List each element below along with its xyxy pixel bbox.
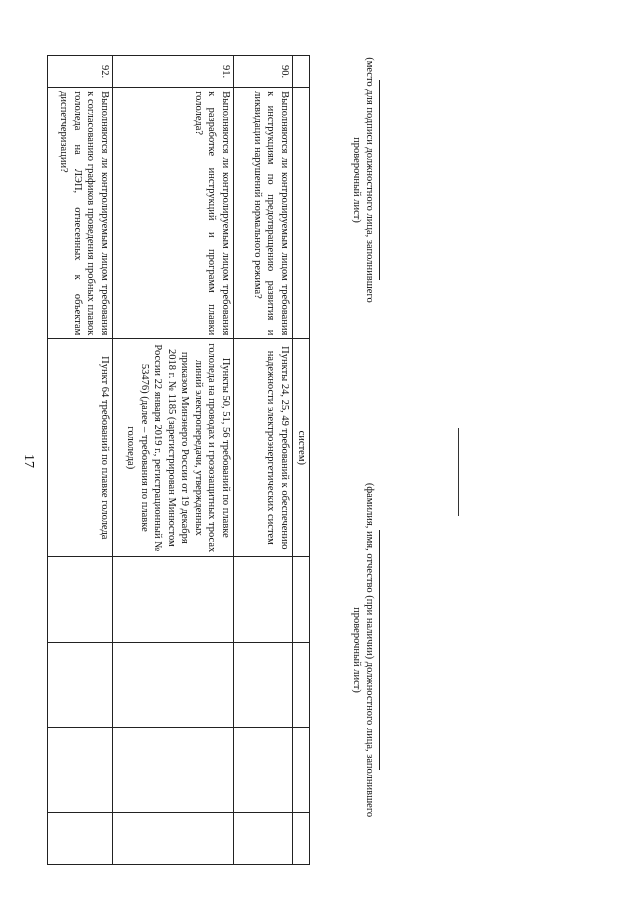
signature-line (379, 80, 380, 280)
answer-cell-na (48, 727, 113, 812)
answer-cell-yes (234, 557, 293, 642)
signature-line (379, 530, 380, 770)
checklist-table-region (50, 55, 310, 865)
answer-cell-yes (293, 557, 310, 642)
row-number: 90. (234, 56, 293, 88)
signature-caption-sign: (место для подписи должностного лица, заполнившего проверочный лист) (351, 57, 375, 303)
answer-cell-yes (48, 557, 113, 642)
answer-cell-yes (113, 557, 234, 642)
table-cell (293, 88, 310, 339)
comment-cell (48, 812, 113, 864)
requirement-continuation: систем) (293, 339, 310, 557)
answer-cell-na (113, 727, 234, 812)
question-text: Выполняются ли контролируемым лицом требования к инструкциям по предотвращению развития и ликвидации нарушений нормального режима? (234, 88, 293, 339)
table-row (234, 56, 293, 865)
answer-cell-no (293, 642, 310, 727)
table-row (48, 56, 113, 865)
requirement-reference: Пункты 24, 25, 49 требований к обеспечению надежности электроэнергетических систем (234, 339, 293, 557)
separator-line (458, 428, 459, 516)
answer-cell-na (293, 727, 310, 812)
table-row (293, 56, 310, 865)
table-cell (293, 56, 310, 88)
comment-cell (293, 812, 310, 864)
comment-cell (234, 812, 293, 864)
answer-cell-no (48, 642, 113, 727)
answer-cell-no (113, 642, 234, 727)
row-number: 92. (48, 56, 113, 88)
signature-caption-name: (фамилия, имя, отчество (при наличии) должностного лица, заполнившего проверочный лист) (351, 482, 375, 818)
page-number: 17 (21, 454, 36, 468)
table-row (113, 56, 234, 865)
requirement-reference: Пункт 64 требований по плавке гололеда (48, 339, 113, 557)
question-text: Выполняются ли контролируемым лицом требования к согласованию графиков проведения пробных плавок гололеда на ЛЭП, отнесенных к объектам диспетчеризации? (48, 88, 113, 339)
row-number: 91. (113, 56, 234, 88)
requirement-reference: Пункты 50, 51, 56 требований по плавке гололеда на проводах и грозозащитных тросах линий электропередачи, утвержденных приказом Минэнерго России от 19 декабря 2018 г. № 1185 (зарегистрирован Минюстом России 22 января 2019 г., регистрационный № 53476) (далее – требования по плавке гололеда) (113, 339, 234, 557)
answer-cell-no (234, 642, 293, 727)
question-text: Выполняются ли контролируемым лицом требования к разработке инструкций и программ плавки гололеда? (113, 88, 234, 339)
checklist-table (47, 55, 310, 865)
answer-cell-na (234, 727, 293, 812)
comment-cell (113, 812, 234, 864)
